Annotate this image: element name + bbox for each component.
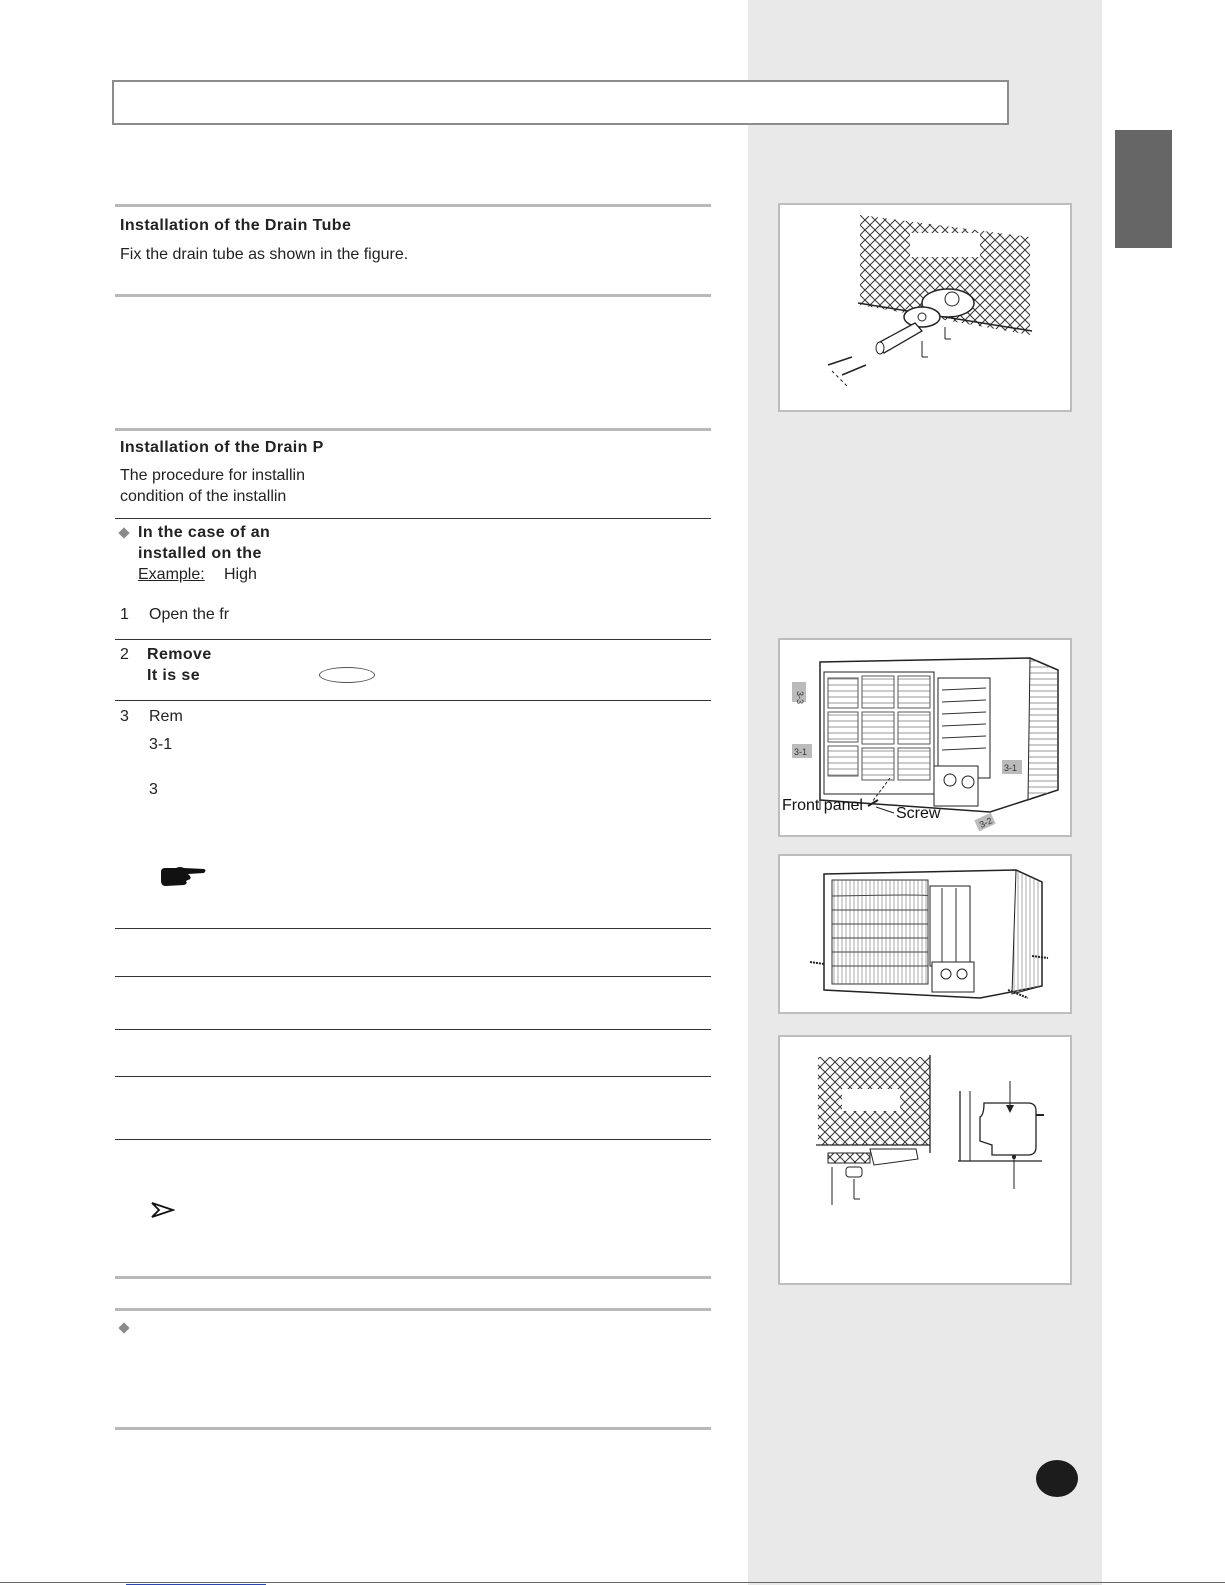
step-number: 1 — [120, 606, 129, 623]
intro-line: condition of the installin — [120, 488, 287, 505]
sub-step: 3-1 — [149, 736, 173, 753]
section-divider — [115, 1427, 711, 1430]
row-divider — [115, 928, 711, 929]
section-heading-drain-tube: Installation of the Drain Tube — [120, 217, 352, 234]
diamond-bullet-icon — [118, 527, 129, 538]
row-divider — [115, 976, 711, 977]
tag-3-2: 3-2 — [977, 815, 994, 830]
figure-drain-tube — [778, 203, 1072, 412]
sub-step: 3 — [149, 781, 158, 798]
row-divider — [115, 1029, 711, 1030]
row-divider — [115, 518, 711, 519]
row-divider — [115, 1139, 711, 1140]
tag-3-1-right: 3-1 — [1004, 763, 1018, 773]
case-line: In the case of an — [138, 524, 271, 541]
section-divider — [115, 1308, 711, 1311]
tag-3-3: 3-3 — [795, 691, 805, 705]
row-divider — [115, 1076, 711, 1077]
intro-line: The procedure for installin — [120, 467, 305, 484]
section-divider — [115, 204, 711, 207]
example-label: Example: — [138, 566, 205, 583]
row-divider — [115, 700, 711, 701]
figure-front-panel — [778, 638, 1072, 837]
row-divider — [115, 639, 711, 640]
section-body-drain-tube: Fix the drain tube as shown in the figure. — [120, 246, 409, 263]
section-divider — [115, 1276, 711, 1279]
section-heading-drain-p: Installation of the Drain P — [120, 439, 324, 456]
step-text: It is se — [147, 667, 201, 684]
figure-unit-without-panel — [778, 854, 1072, 1014]
example-text: High — [224, 566, 257, 583]
label-screw: Screw — [896, 805, 941, 822]
step-text: Open the fr — [149, 606, 230, 623]
step-text: Remove — [147, 646, 212, 663]
label-front-panel: Front panel — [782, 797, 863, 814]
section-divider — [115, 428, 711, 431]
oval-marker-icon — [319, 667, 375, 683]
page-bottom-line — [0, 1582, 1225, 1583]
section-divider — [115, 294, 711, 297]
case-line: installed on the — [138, 545, 262, 562]
step-text: Rem — [149, 708, 183, 725]
arrowhead-icon — [151, 1201, 175, 1219]
page-title-box — [112, 80, 1009, 125]
page-number-marker — [1036, 1460, 1078, 1497]
tag-3-1-left: 3-1 — [794, 747, 808, 757]
chapter-tab — [1115, 130, 1172, 248]
step-number: 2 — [120, 646, 129, 663]
step-number: 3 — [120, 708, 129, 725]
pointing-hand-icon — [158, 864, 208, 890]
figure-drain-pipe — [778, 1035, 1072, 1285]
diamond-bullet-icon — [118, 1322, 129, 1333]
